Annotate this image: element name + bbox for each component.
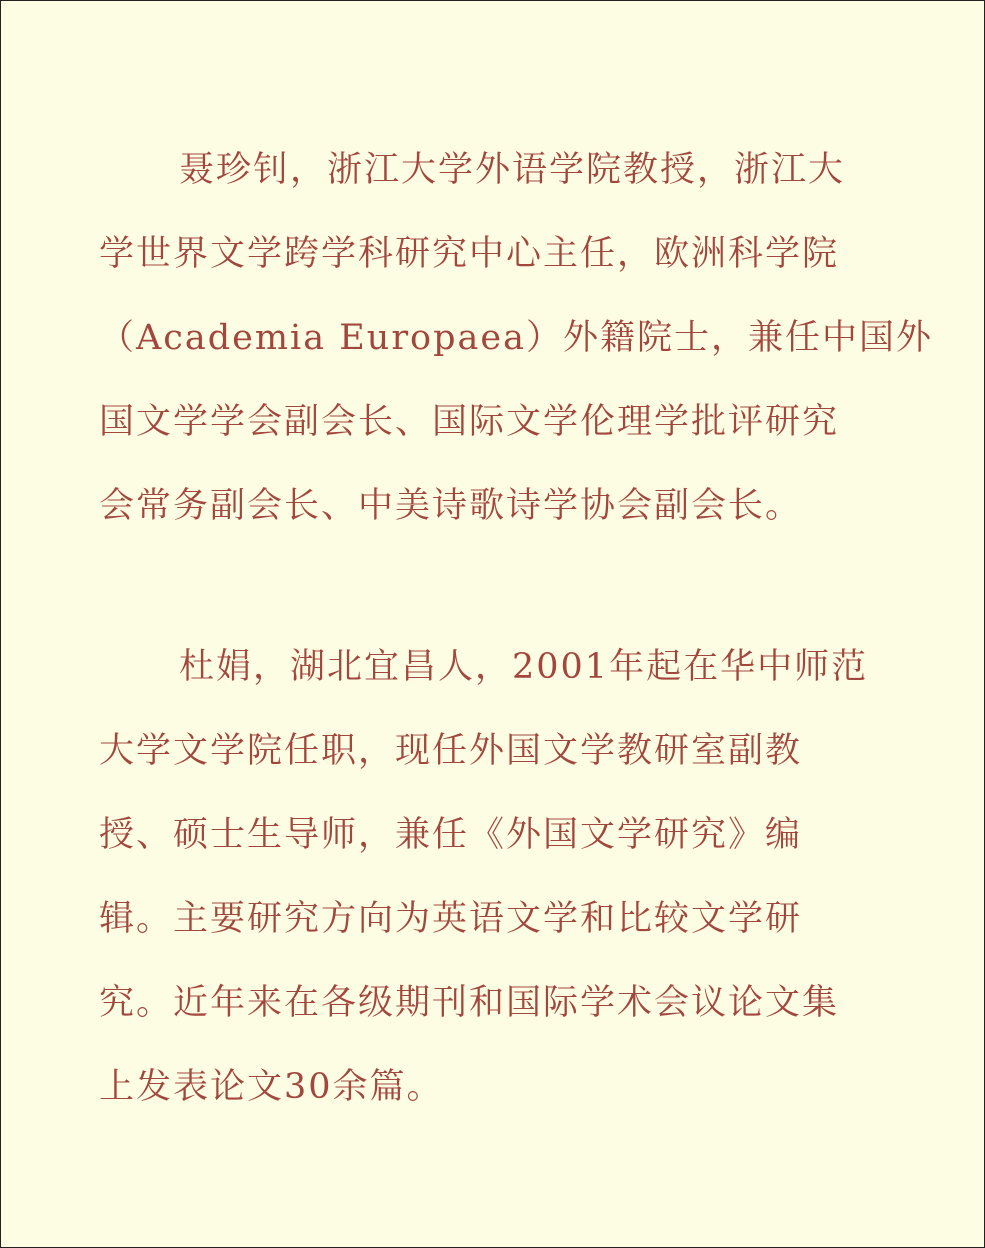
bio-line: （Academia Europaea）外籍院士，兼任中国外: [99, 318, 933, 358]
bio-line: 聂珍钊，浙江大学外语学院教授，浙江大: [179, 150, 846, 190]
author-bio-nie-zhenzhao: [99, 128, 933, 548]
bio-line: 杜娟，湖北宜昌人，2001年起在华中师范: [179, 647, 869, 687]
bio-line: 授、硕士生导师，兼任《外国文学研究》编: [99, 815, 803, 855]
bio-line: 上发表论文30余篇。: [99, 1067, 444, 1107]
bio-line: 究。近年来在各级期刊和国际学术会议论文集: [99, 983, 840, 1023]
bio-line: 大学文学院任职，现任外国文学教研室副教: [99, 731, 803, 771]
bio-line: 会常务副会长、中美诗歌诗学协会副会长。: [99, 486, 803, 526]
bio-line: 学世界文学跨学科研究中心主任，欧洲科学院: [99, 234, 840, 274]
author-bio-du-juan: [99, 625, 889, 1129]
bio-line: 辑。主要研究方向为英语文学和比较文学研: [99, 899, 803, 939]
bio-line: 国文学学会副会长、国际文学伦理学批评研究: [99, 402, 840, 442]
